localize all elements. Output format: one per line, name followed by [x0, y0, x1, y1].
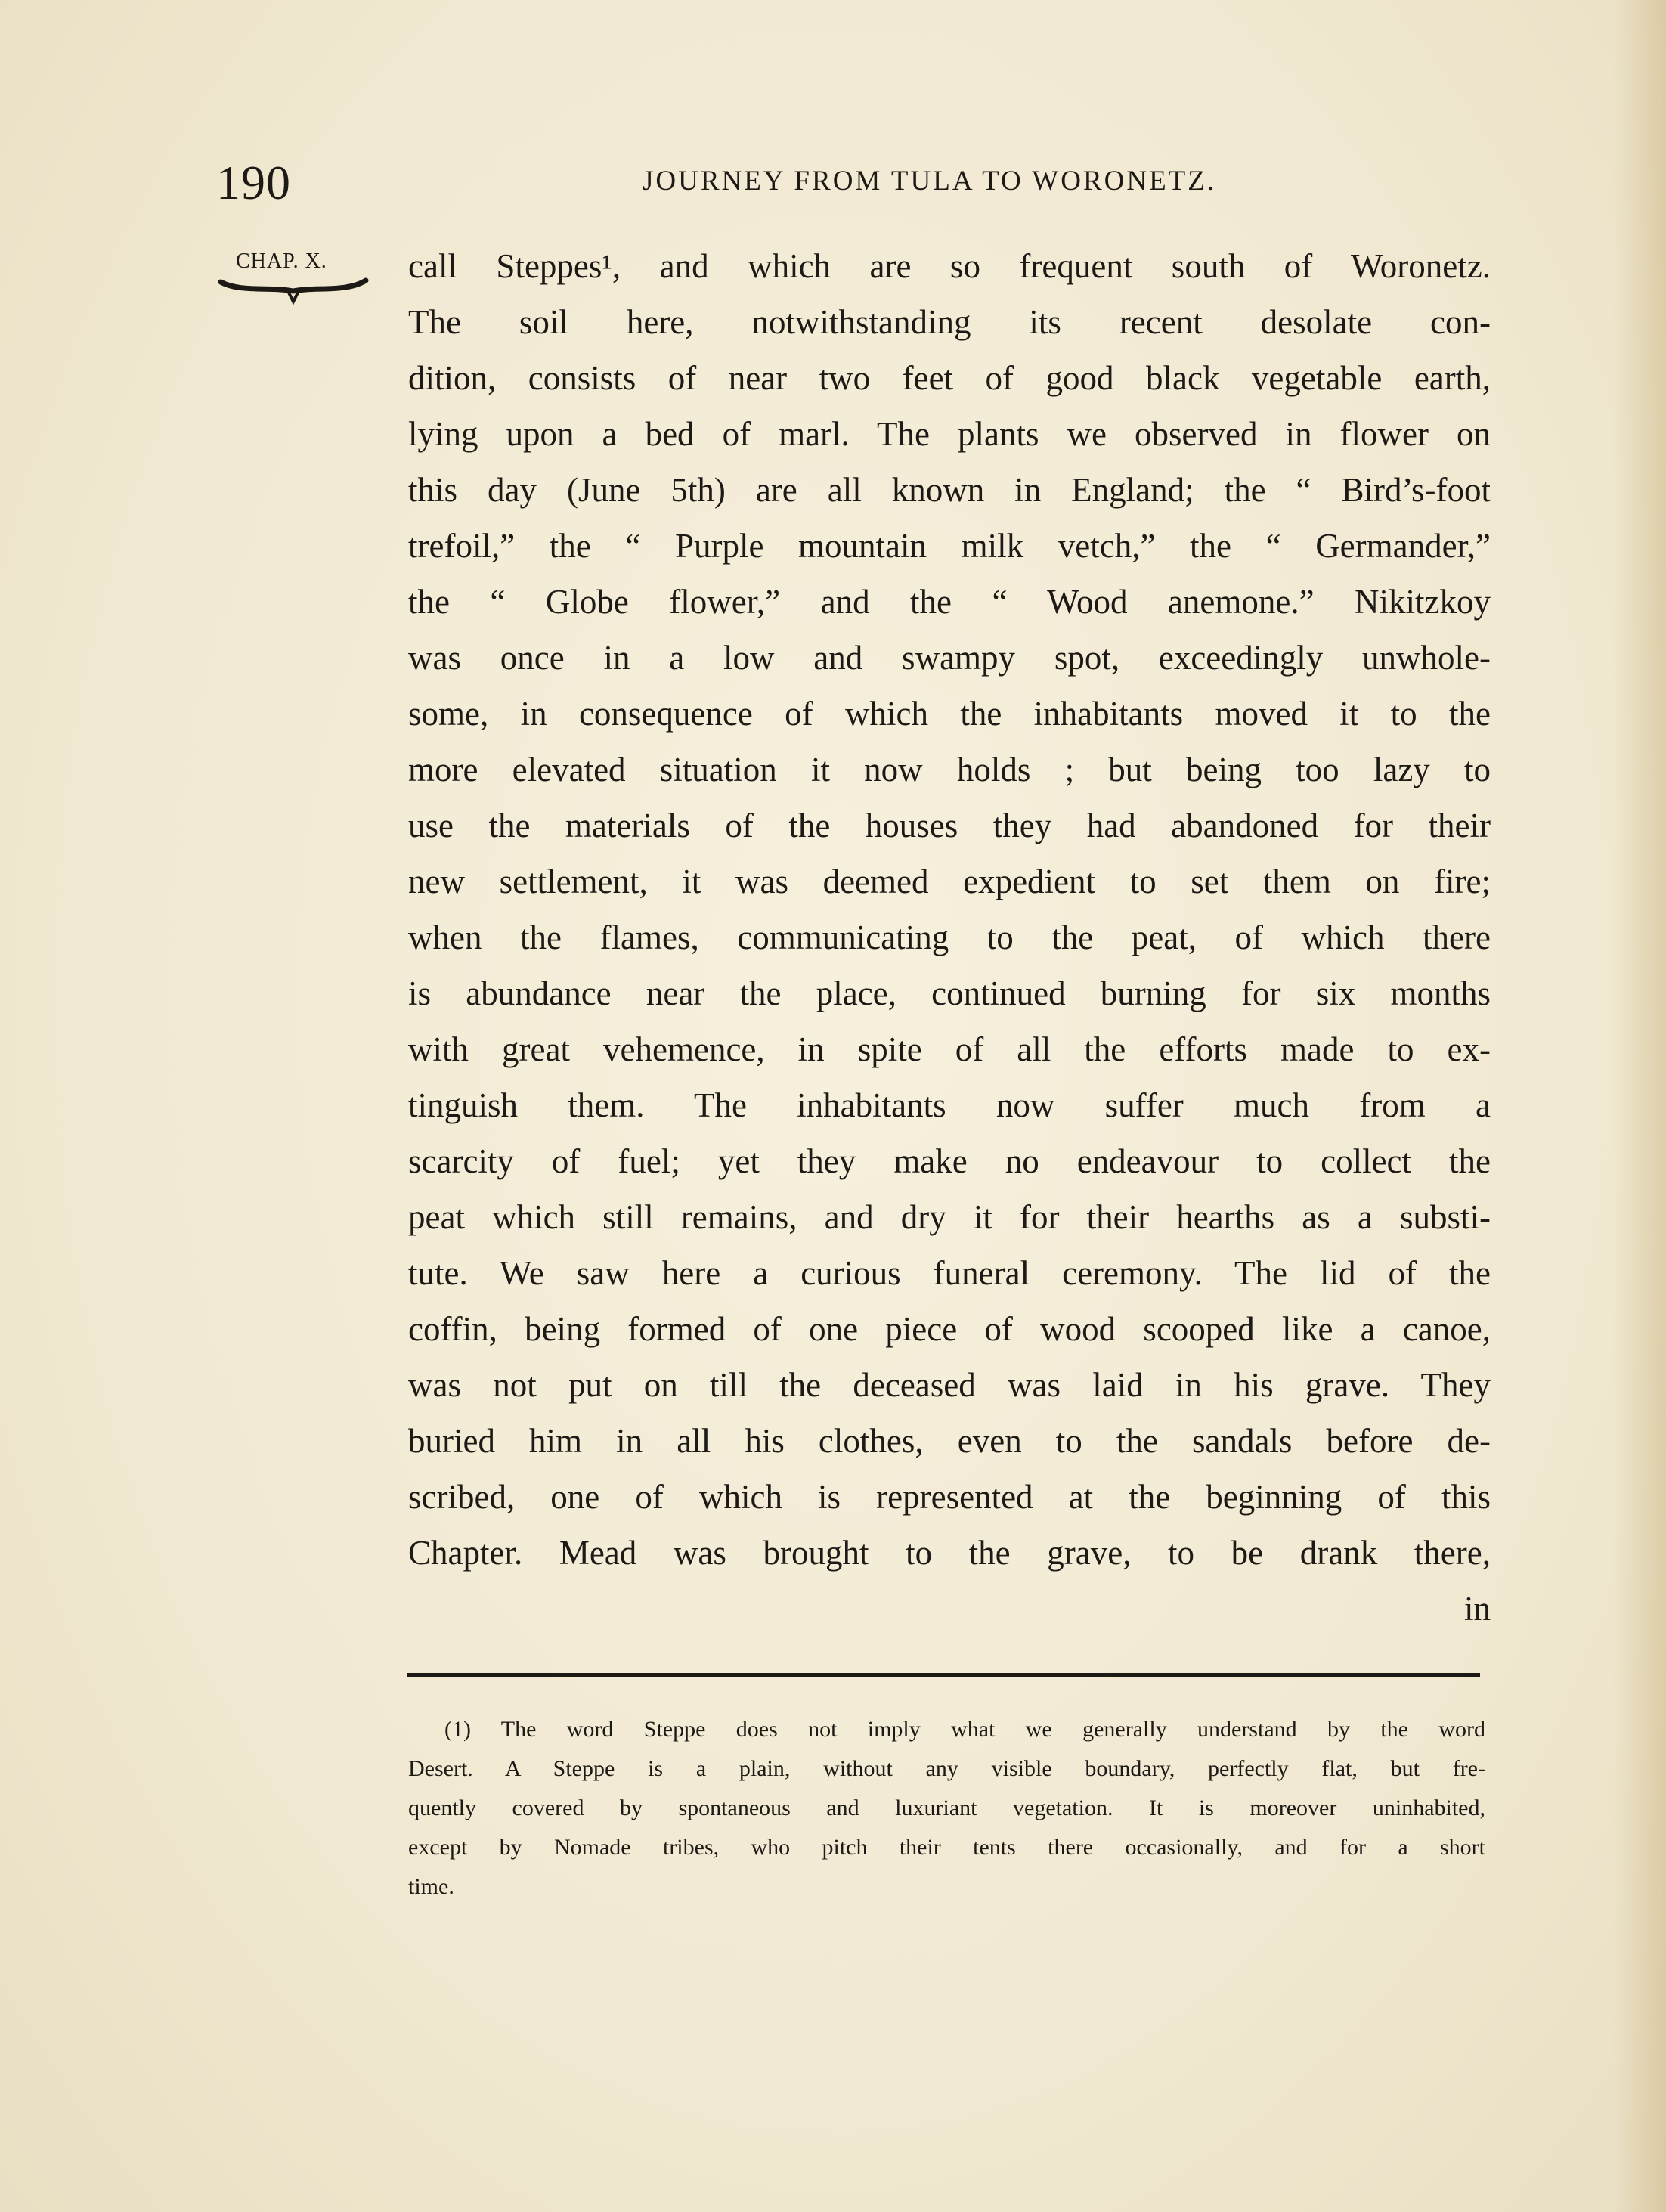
- body-line: use the materials of the houses they had abandoned for their: [408, 807, 1491, 844]
- footnote-line: Desert. A Steppe is a plain, without any visible boundary, perfectly flat, but fre-: [408, 1756, 1485, 1781]
- page-number: 190: [216, 156, 291, 209]
- body-line: dition, consists of near two feet of good black vegetable earth,: [408, 359, 1491, 397]
- body-line: the “ Globe flower,” and the “ Wood anemone.” Nikitzkoy: [408, 583, 1491, 621]
- running-head: JOURNEY FROM TULA TO WORONETZ.: [643, 166, 1217, 197]
- footnote: [408, 1710, 1485, 1907]
- body-line: trefoil,” the “ Purple mountain milk vetch,” the “ Germander,”: [408, 527, 1491, 565]
- page-edge-shadow: [1613, 0, 1666, 2212]
- body-line: peat which still remains, and dry it for their hearths as a substi-: [408, 1198, 1491, 1236]
- body-text: [408, 238, 1491, 1637]
- chapter-tag: CHAP. X.: [236, 249, 327, 273]
- body-line: when the flames, communicating to the peat, of which there: [408, 919, 1491, 956]
- body-line: is abundance near the place, continued burning for six months: [408, 974, 1491, 1012]
- body-line: more elevated situation it now holds ; but being too lazy to: [408, 751, 1491, 788]
- body-line: with great vehemence, in spite of all the efforts made to ex-: [408, 1030, 1491, 1068]
- catchword: in: [1463, 1590, 1491, 1628]
- body-line: some, in consequence of which the inhabitants moved it to the: [408, 695, 1491, 733]
- body-line: tinguish them. The inhabitants now suffer much from a: [408, 1086, 1491, 1124]
- body-line: call Steppes¹, and which are so frequent south of Woronetz.: [408, 247, 1491, 285]
- footnote-line: quently covered by spontaneous and luxuriant vegetation. It is moreover uninhabited,: [408, 1795, 1485, 1820]
- footnote-line: (1) The word Steppe does not imply what we generally understand by the word: [444, 1717, 1485, 1742]
- body-line: scarcity of fuel; yet they make no endeavour to collect the: [408, 1142, 1491, 1180]
- body-line: buried him in all his clothes, even to the sandals before de-: [408, 1422, 1491, 1460]
- body-line: this day (June 5th) are all known in England; the “ Bird’s-foot: [408, 471, 1491, 509]
- body-line: The soil here, notwithstanding its recent desolate con-: [408, 303, 1491, 341]
- footnote-line: time.: [408, 1874, 454, 1899]
- brace-ornament-icon: [218, 276, 369, 306]
- body-line: scribed, one of which is represented at the beginning of this: [408, 1478, 1491, 1516]
- footnote-line: except by Nomade tribes, who pitch their tents there occasionally, and for a short: [408, 1835, 1485, 1860]
- body-line: was once in a low and swampy spot, exceedingly unwhole-: [408, 639, 1491, 677]
- body-line: lying upon a bed of marl. The plants we observed in flower on: [408, 415, 1491, 453]
- body-line: was not put on till the deceased was laid in his grave. They: [408, 1366, 1491, 1404]
- body-line: coffin, being formed of one piece of wood scooped like a canoe,: [408, 1310, 1491, 1348]
- body-line: Chapter. Mead was brought to the grave, to be drank there,: [408, 1534, 1491, 1572]
- body-line: tute. We saw here a curious funeral ceremony. The lid of the: [408, 1254, 1491, 1292]
- footnote-rule: [407, 1673, 1480, 1677]
- body-line: new settlement, it was deemed expedient to set them on fire;: [408, 863, 1491, 900]
